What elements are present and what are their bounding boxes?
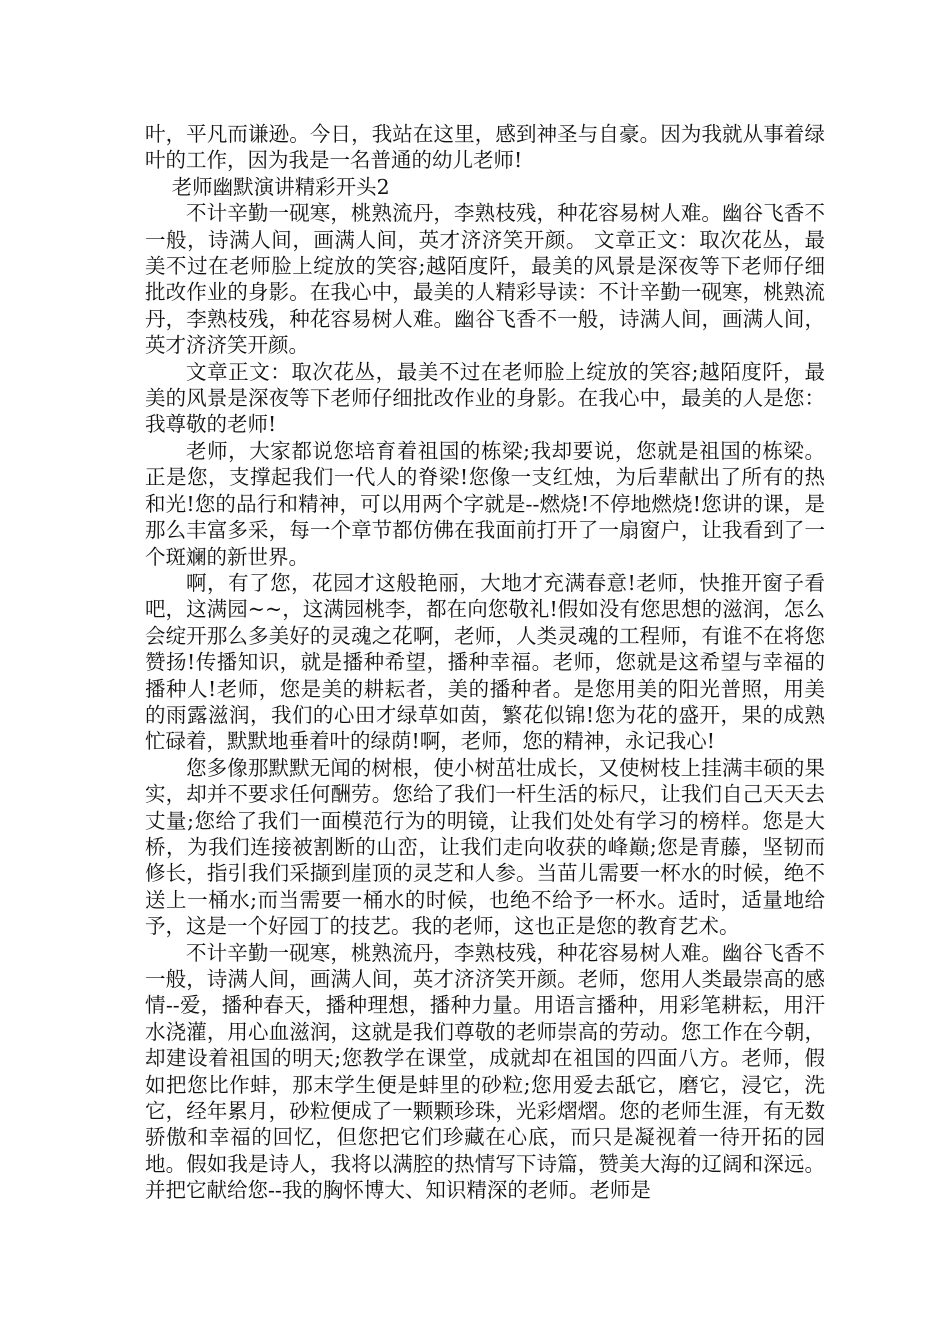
paragraph: 不计辛勤一砚寒，桃熟流丹，李熟枝残，种花容易树人难。幽谷飞香不一般，诗满人间，画满人间，英才济济笑开颜。 文章正文：取次花丛，最美不过在老师脸上绽放的笑容;越陌度阡，最美的风景是深夜等下老师仔细批改作业的身影。在我心中，最美的人精彩导读：不计辛勤一砚寒，桃熟流丹，李熟枝残，种花容易树人难。幽谷飞香不一般，诗满人间，画满人间，英才济济笑开颜。 [145, 201, 825, 358]
paragraph: 文章正文：取次花丛，最美不过在老师脸上绽放的笑容;越陌度阡，最美的风景是深夜等下老师仔细批改作业的身影。在我心中，最美的人是您：我尊敬的老师! [145, 359, 825, 437]
paragraph: 您多像那默默无闻的树根，使小树茁壮成长，又使树枝上挂满丰硕的果实，却并不要求任何酬劳。您给了我们一杆生活的标尺，让我们自己天天去丈量;您给了我们一面模范行为的明镜，让我们处处有学习的榜样。您是大桥，为我们连接被割断的山峦，让我们走向收获的峰巅;您是青藤，坚韧而修长，指引我们采撷到崖顶的灵芝和人参。当苗儿需要一杯水的时候，绝不送上一桶水;而当需要一桶水的时候，也绝不给予一杯水。适时，适量地给予，这是一个好园丁的技艺。我的老师，这也正是您的教育艺术。 [145, 755, 825, 939]
paragraph: 啊，有了您，花园才这般艳丽，大地才充满春意!老师，快推开窗子看吧，这满园~~，这满园桃李，都在向您敬礼!假如没有您思想的滋润，怎么会绽开那么多美好的灵魂之花啊，老师，人类灵魂的工程师，有谁不在将您赞扬!传播知识，就是播种希望，播种幸福。老师，您就是这希望与幸福的播种人!老师，您是美的耕耘者，美的播种者。是您用美的阳光普照，用美的雨露滋润，我们的心田才绿草如茵，繁花似锦!您为花的盛开，果的成熟忙碌着，默默地垂着叶的绿荫!啊，老师，您的精神，永记我心! [145, 570, 825, 754]
paragraph: 不计辛勤一砚寒，桃熟流丹，李熟枝残，种花容易树人难。幽谷飞香不一般，诗满人间，画满人间，英才济济笑开颜。老师，您用人类最崇高的感情--爱，播种春天，播种理想，播种力量。用语言播种，用彩笔耕耘，用汗水浇灌，用心血滋润，这就是我们尊敬的老师崇高的劳动。您工作在今朝，却建设着祖国的明天;您教学在课堂，成就却在祖国的四面八方。老师，假如把您比作蚌，那末学生便是蚌里的砂粒;您用爱去舐它，磨它，浸它，洗它，经年累月，砂粒便成了一颗颗珍珠，光彩熠熠。您的老师生涯，有无数骄傲和幸福的回忆，但您把它们珍藏在心底，而只是凝视着一待开拓的园地。假如我是诗人，我将以满腔的热情写下诗篇，赞美大海的辽阔和深远。并把它献给您--我的胸怀博大、知识精深的老师。老师是 [145, 940, 825, 1203]
paragraph-continuation: 叶，平凡而谦逊。今日，我站在这里，感到神圣与自豪。因为我就从事着绿叶的工作，因为我是一名普通的幼儿老师! [145, 122, 825, 173]
paragraph: 老师，大家都说您培育着祖国的栋梁;我却要说，您就是祖国的栋梁。正是您，支撑起我们一代人的脊梁!您像一支红烛，为后辈献出了所有的热和光!您的品行和精神，可以用两个字就是--燃烧!不停地燃烧!您讲的课，是那么丰富多采，每一个章节都仿佛在我面前打开了一扇窗户，让我看到了一个斑斓的新世界。 [145, 438, 825, 569]
section-heading: 老师幽默演讲精彩开头2 [171, 174, 390, 199]
document-body [145, 121, 825, 1204]
